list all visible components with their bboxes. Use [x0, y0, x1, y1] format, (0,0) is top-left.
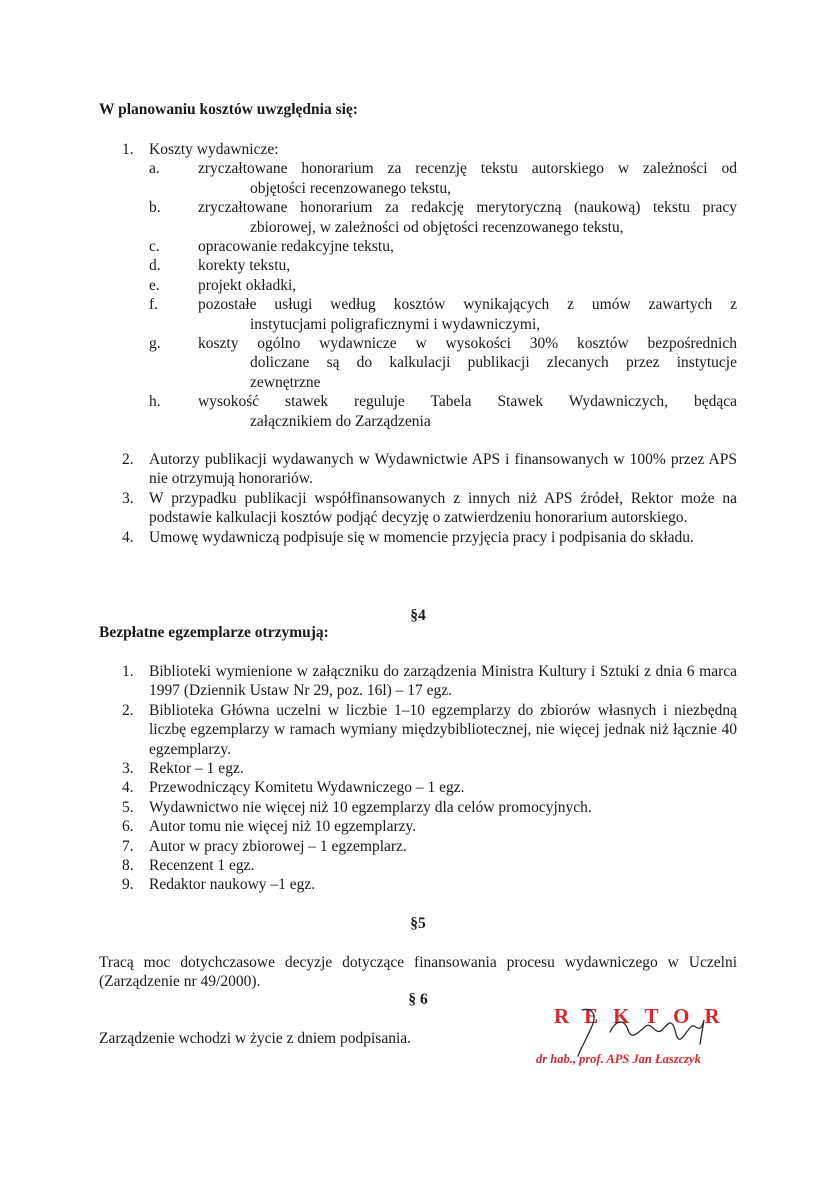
- sublist-item: f. pozostałe usługi według kosztów wynikających z umów zawartych z instytucjami poligraficznymi i wydawniczymi,: [149, 296, 737, 333]
- section3-list-cont: [99, 450, 737, 547]
- section5-mark: §5: [410, 915, 426, 932]
- section3-list: [99, 140, 737, 431]
- section4-heading: Bezpłatne egzemplarze otrzymują:: [99, 624, 329, 641]
- section4-mark: §4: [410, 607, 426, 624]
- list-item: 2. Biblioteka Główna uczelni w liczbie 1–10 egzemplarzy do zbiorów własnych i niezbędną liczbę egzemplarzy w ramach wymiany międzybibliotecznej, nie więcej jednak niż łącznie 40 egzemplarzy.: [122, 701, 737, 758]
- stamp-name: dr hab., prof. APS Jan Łaszczyk: [536, 1052, 701, 1066]
- item-text: Koszty wydawnicze:: [149, 141, 279, 158]
- sublist-item: h. wysokość stawek reguluje Tabela Stawek Wydawniczych, będąca załącznikiem do Zarządzenia: [149, 393, 737, 430]
- sublist-item: a. zryczałtowane honorarium za recenzję tekstu autorskiego w zależności od objętości recenzowanego tekstu,: [149, 160, 737, 197]
- sublist-item: c. opracowanie redakcyjne tekstu,: [149, 238, 394, 256]
- section3-heading: W planowaniu kosztów uwzględnia się:: [99, 101, 358, 118]
- list-item: 4. Przewodniczący Komitetu Wydawniczego – 1 egz.: [122, 779, 465, 797]
- list-item: 1. Biblioteki wymienione w załączniku do zarządzenia Ministra Kultury i Sztuki z dnia 6 marca 1997 (Dziennik Ustaw Nr 29, poz. 16l) – 17 egz.: [122, 663, 737, 700]
- list-item: 3. W przypadku publikacji współfinansowanych z innych niż APS źródeł, Rektor może na podstawie kalkulacji kosztów podjąć decyzję o zatwierdzeniu honorarium autorskiego.: [122, 489, 737, 527]
- section5-text: Tracą moc dotychczasowe decyzje dotyczące finansowania procesu wydawniczego w Uczelni (Zarządzenie nr 49/2000).: [99, 954, 737, 991]
- sublist-item: g. koszty ogólno wydawnicze w wysokości 30% kosztów bezpośrednich doliczane są do kalkulacji publikacji zlecanych przez instytucje zewnętrzne: [149, 335, 737, 391]
- section4-list: [99, 662, 737, 895]
- sublist-item: d. korekty tekstu,: [149, 257, 291, 275]
- list-item: 8. Recenzent 1 egz.: [122, 857, 255, 875]
- list-item: 9. Redaktor naukowy –1 egz.: [122, 876, 316, 894]
- section6-mark: § 6: [408, 991, 428, 1008]
- sublist-item: e. projekt okładki,: [149, 276, 297, 294]
- sublist: [149, 159, 737, 431]
- list-item: 2. Autorzy publikacji wydawanych w Wydawnictwie APS i finansowanych w 100% przez APS nie otrzymują honorariów.: [122, 451, 737, 488]
- list-item: 3. Rektor – 1 egz.: [122, 760, 244, 778]
- rektor-stamp: [520, 990, 750, 1100]
- stamp-title: REKTOR: [554, 1004, 735, 1028]
- list-item: 5. Wydawnictwo nie więcej niż 10 egzemplarzy dla celów promocyjnych.: [122, 798, 592, 816]
- section6-text: Zarządzenie wchodzi w życie z dniem podpisania.: [99, 1030, 412, 1047]
- list-item: 1. Koszty wydawnicze: a. zryczałtowane honorarium za recenzję tekstu autorskiego w zależności od objętości recenzowanego tekstu, b. zryczałtowane honorarium za redakcję merytoryczną (naukową) tekstu pracy zbiorowej, w zależności od objętości recenzowanego tekstu, c. opracowanie redakcyjne tekstu, d. korekty tekstu, e. projekt okładki, f. pozostałe usługi według kosztów wynikających z umów zawartych z instytucjami poligraficznymi i wydawniczymi, g. koszty ogólno wydawnicze w wysokości 30% kosztów bezpośrednich doliczane są do kalkulacji publikacji zlecanych przez instytucje zewnętrzne h. wysokość stawek reguluje Tabela Stawek Wydawniczych, będąca załącznikiem do Zarządzenia: [122, 141, 737, 430]
- sublist-item: b. zryczałtowane honorarium za redakcję merytoryczną (naukową) tekstu pracy zbiorowej, w zależności od objętości recenzowanego tekstu,: [149, 199, 737, 236]
- stamp-graphic: [520, 990, 750, 1100]
- list-item: 6. Autor tomu nie więcej niż 10 egzemplarzy.: [122, 818, 417, 836]
- list-item: 4. Umowę wydawniczą podpisuje się w momencie przyjęcia pracy i podpisania do składu.: [122, 528, 694, 546]
- list-item: 7. Autor w pracy zbiorowej – 1 egzemplarz.: [122, 837, 407, 855]
